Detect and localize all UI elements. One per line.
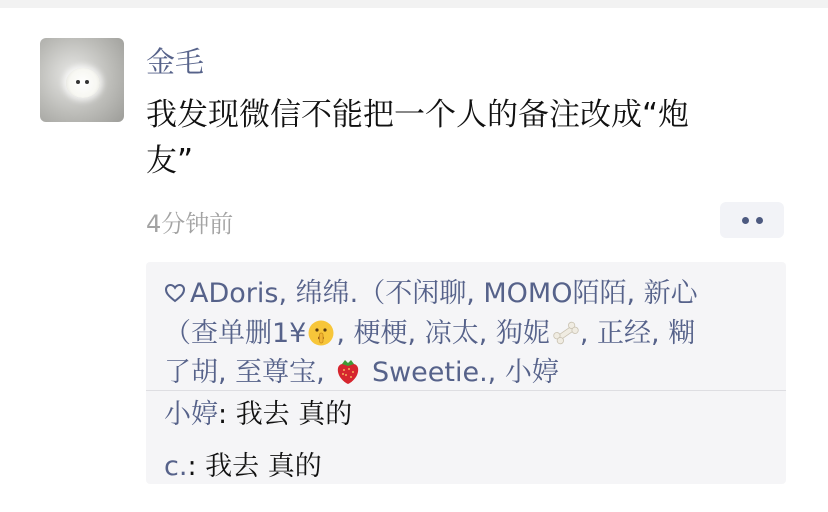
comment-author[interactable]: c. — [164, 451, 188, 482]
likes-segment[interactable]: , 正经, 糊 — [579, 318, 696, 349]
avatar[interactable] — [40, 38, 124, 122]
comment-item[interactable] — [164, 448, 322, 484]
likes-segment[interactable]: （查单删1¥ — [164, 318, 307, 349]
more-dot-icon — [742, 217, 749, 224]
comment-area — [146, 262, 786, 484]
post-author-name[interactable]: 金毛 — [146, 45, 205, 79]
comment-author[interactable]: 小婷 — [164, 399, 218, 430]
heart-outline-icon — [164, 275, 190, 314]
more-dot-icon — [756, 217, 763, 224]
more-actions-button[interactable] — [720, 202, 784, 238]
comment-text: 我去 真的 — [235, 399, 353, 430]
post-text-line-1: 我发现微信不能把一个人的备注改成“炮 — [146, 97, 690, 133]
likes-list — [164, 274, 776, 392]
shushing-face-emoji — [307, 319, 335, 347]
likes-segment[interactable]: Sweetie., 小婷 — [371, 357, 559, 388]
comment-separator: : — [187, 451, 206, 482]
post-text — [146, 92, 786, 184]
post-text-line-2: 友” — [146, 143, 194, 179]
comment-item[interactable] — [164, 396, 352, 434]
comment-separator: : — [218, 399, 236, 430]
bone-emoji — [551, 319, 579, 347]
post-time: 4分钟前 — [146, 210, 234, 238]
puppy-picture — [66, 68, 100, 98]
likes-segment[interactable]: , 梗梗, 凉太, 狗妮 — [336, 318, 550, 349]
likes-comments-divider — [146, 390, 786, 391]
strawberry-emoji — [334, 356, 362, 384]
top-divider — [0, 0, 828, 8]
comment-text: 我去 真的 — [205, 451, 322, 482]
likes-segment[interactable]: ADoris, 绵绵.（不闲聊, MOMO陌陌, 新心 — [190, 278, 698, 309]
likes-segment[interactable]: 了胡, 至尊宝, — [164, 357, 334, 388]
